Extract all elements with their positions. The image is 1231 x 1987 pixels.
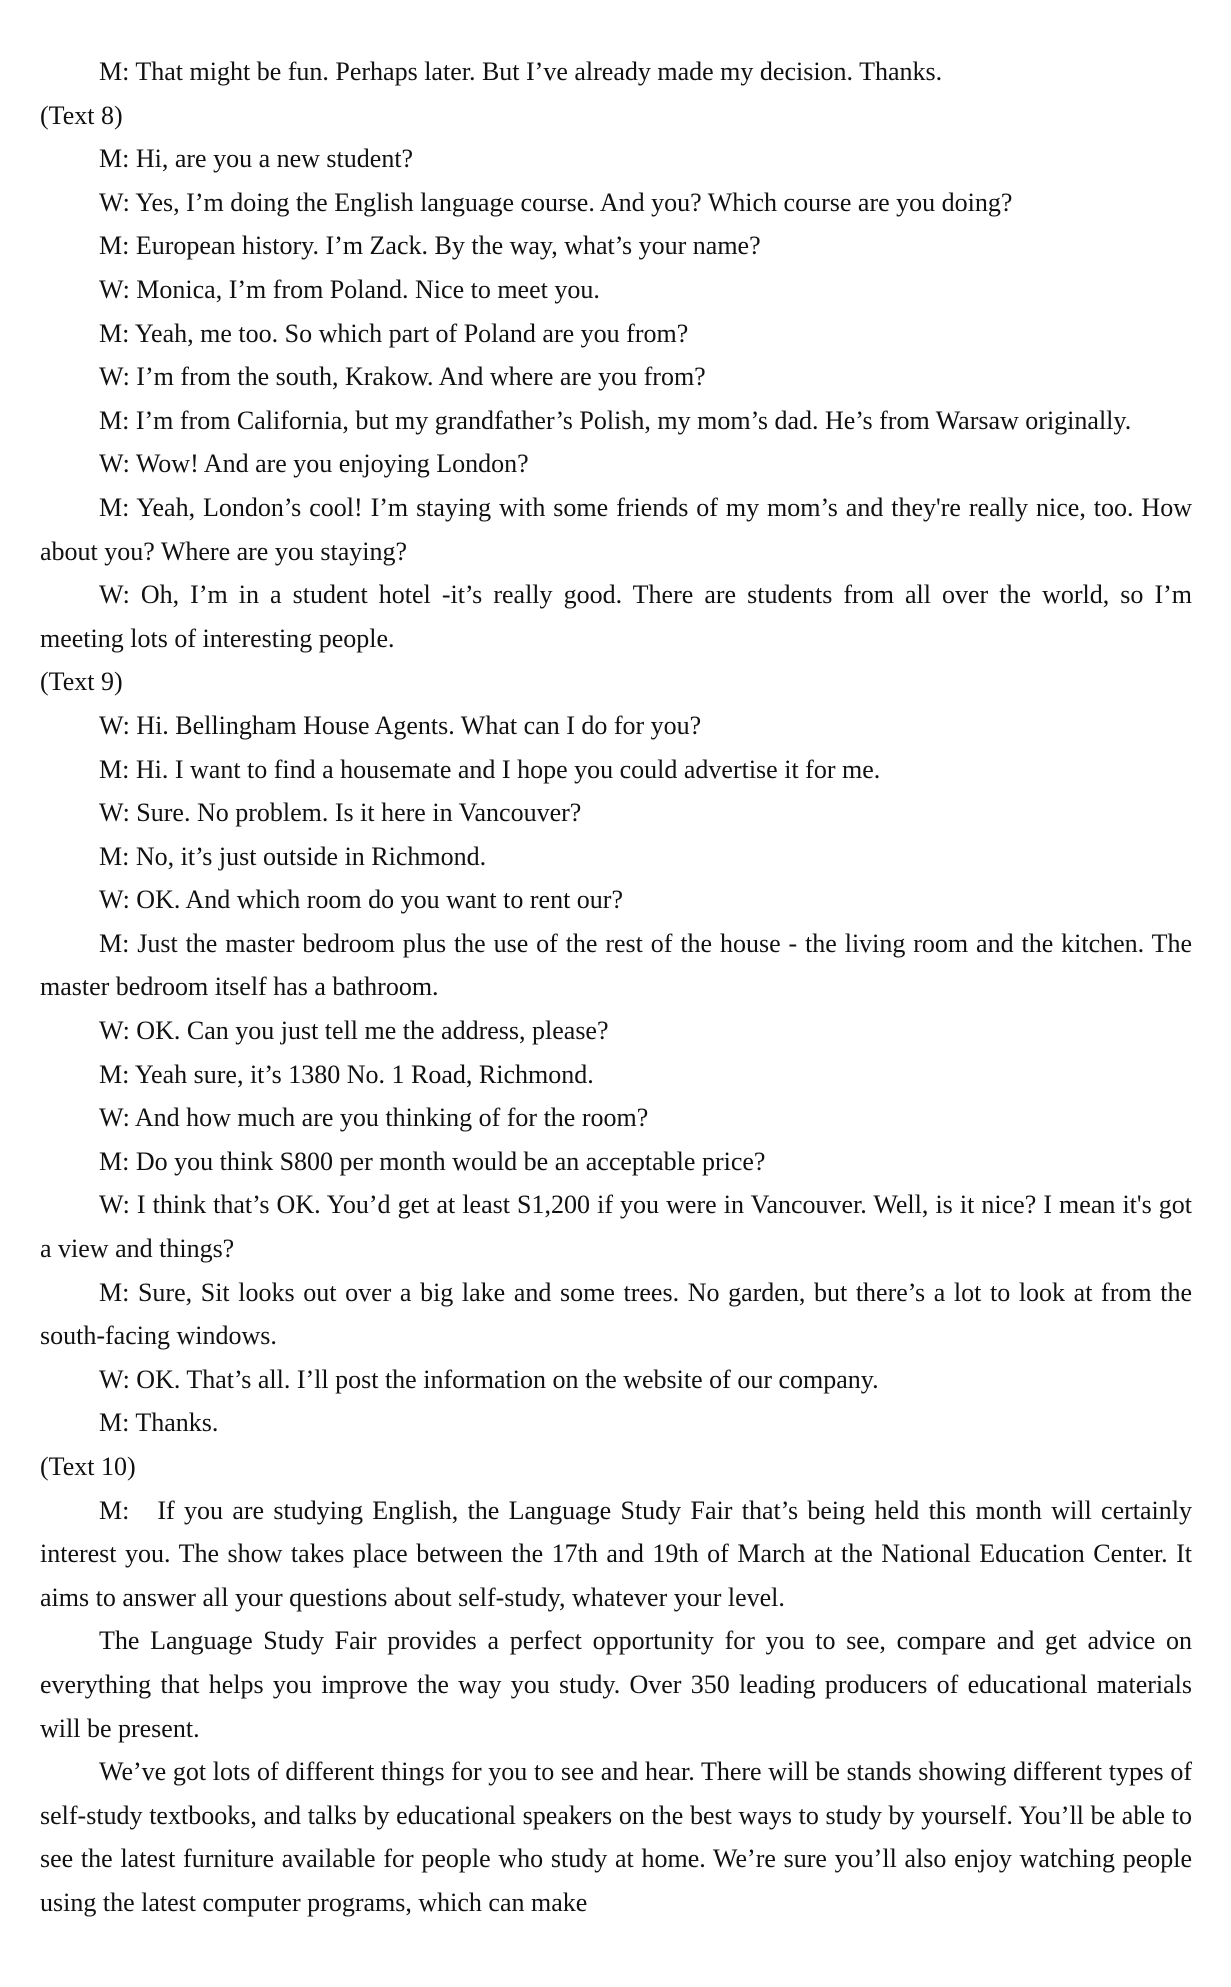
dialogue-line: M: Yeah, me too. So which part of Poland are you from?	[99, 318, 689, 348]
section-heading-text-9: (Text 9)	[40, 667, 123, 697]
dialogue-line: W: Monica, I’m from Poland. Nice to meet you.	[99, 274, 600, 304]
dialogue-line: W: Hi. Bellingham House Agents. What can I do for you?	[99, 710, 702, 740]
dialogue-line: M: I’m from California, but my grandfather’s Polish, my mom’s dad. He’s from Warsaw originally.	[99, 405, 1132, 435]
dialogue-line: M: European history. I’m Zack. By the way, what’s your name?	[99, 231, 761, 261]
dialogue-line: W: OK. And which room do you want to rent our?	[99, 885, 623, 915]
dialogue-line: W: I’m from the south, Krakow. And where are you from?	[99, 362, 706, 392]
dialogue-line: M: Yeah sure, it’s 1380 No. 1 Road, Richmond.	[99, 1059, 594, 1089]
dialogue-line: W: Wow! And are you enjoying London?	[99, 449, 529, 479]
dialogue-line: M: Hi. I want to find a housemate and I hope you could advertise it for me.	[99, 754, 881, 784]
dialogue-line: W: Sure. No problem. Is it here in Vancouver?	[99, 798, 582, 828]
dialogue-line: M: Do you think S800 per month would be an acceptable price?	[99, 1146, 766, 1176]
monologue-paragraph: We’ve got lots of different things for you to see and hear. There will be stands showing different types of self-study textbooks, and talks by educational speakers on the best ways to study by yourself. You’ll be able to see the latest furniture available for people who study at home. We’re sure you’ll also enjoy watching people using the latest computer programs, which can make	[40, 1757, 1192, 1917]
dialogue-line: M: Just the master bedroom plus the use of the rest of the house - the living room and the kitchen. The master bedroom itself has a bathroom.	[40, 928, 1192, 1002]
monologue-paragraph: M: If you are studying English, the Language Study Fair that’s being held this month will certainly interest you. The show takes place between the 17th and 19th of March at the National Education Center. It aims to answer all your questions about self-study, whatever your level.	[40, 1495, 1192, 1612]
dialogue-line: M: No, it’s just outside in Richmond.	[99, 841, 487, 871]
dialogue-line: M: Thanks.	[99, 1408, 219, 1438]
dialogue-line: W: Yes, I’m doing the English language course. And you? Which course are you doing?	[99, 187, 1013, 217]
dialogue-line: W: OK. That’s all. I’ll post the information on the website of our company.	[99, 1364, 879, 1394]
dialogue-line: M: That might be fun. Perhaps later. But I’ve already made my decision. Thanks.	[99, 57, 943, 86]
dialogue-line: W: I think that’s OK. You’d get at least S1,200 if you were in Vancouver. Well, is it nice? I mean it's got a view and things?	[40, 1190, 1192, 1264]
dialogue-line: M: Hi, are you a new student?	[99, 144, 414, 174]
section-heading-text-10: (Text 10)	[40, 1452, 136, 1481]
dialogue-line: M: Sure, Sit looks out over a big lake and some trees. No garden, but there’s a lot to look at from the south-facing windows.	[40, 1277, 1192, 1351]
dialogue-line: M: Yeah, London’s cool! I’m staying with some friends of my mom’s and they're really nice, too. How about you? Where are you staying?	[40, 492, 1192, 566]
monologue-paragraph: The Language Study Fair provides a perfect opportunity for you to see, compare and get advice on everything that helps you improve the way you study. Over 350 leading producers of educational materials will be present.	[40, 1626, 1192, 1743]
document-page	[40, 50, 1192, 1925]
dialogue-line: W: OK. Can you just tell me the address, please?	[99, 1016, 609, 1046]
dialogue-line: W: Oh, I’m in a student hotel -it’s really good. There are students from all over the world, so I’m meeting lots of interesting people.	[40, 580, 1192, 653]
dialogue-line: W: And how much are you thinking of for the room?	[99, 1103, 649, 1133]
section-heading-text-8: (Text 8)	[40, 100, 123, 130]
